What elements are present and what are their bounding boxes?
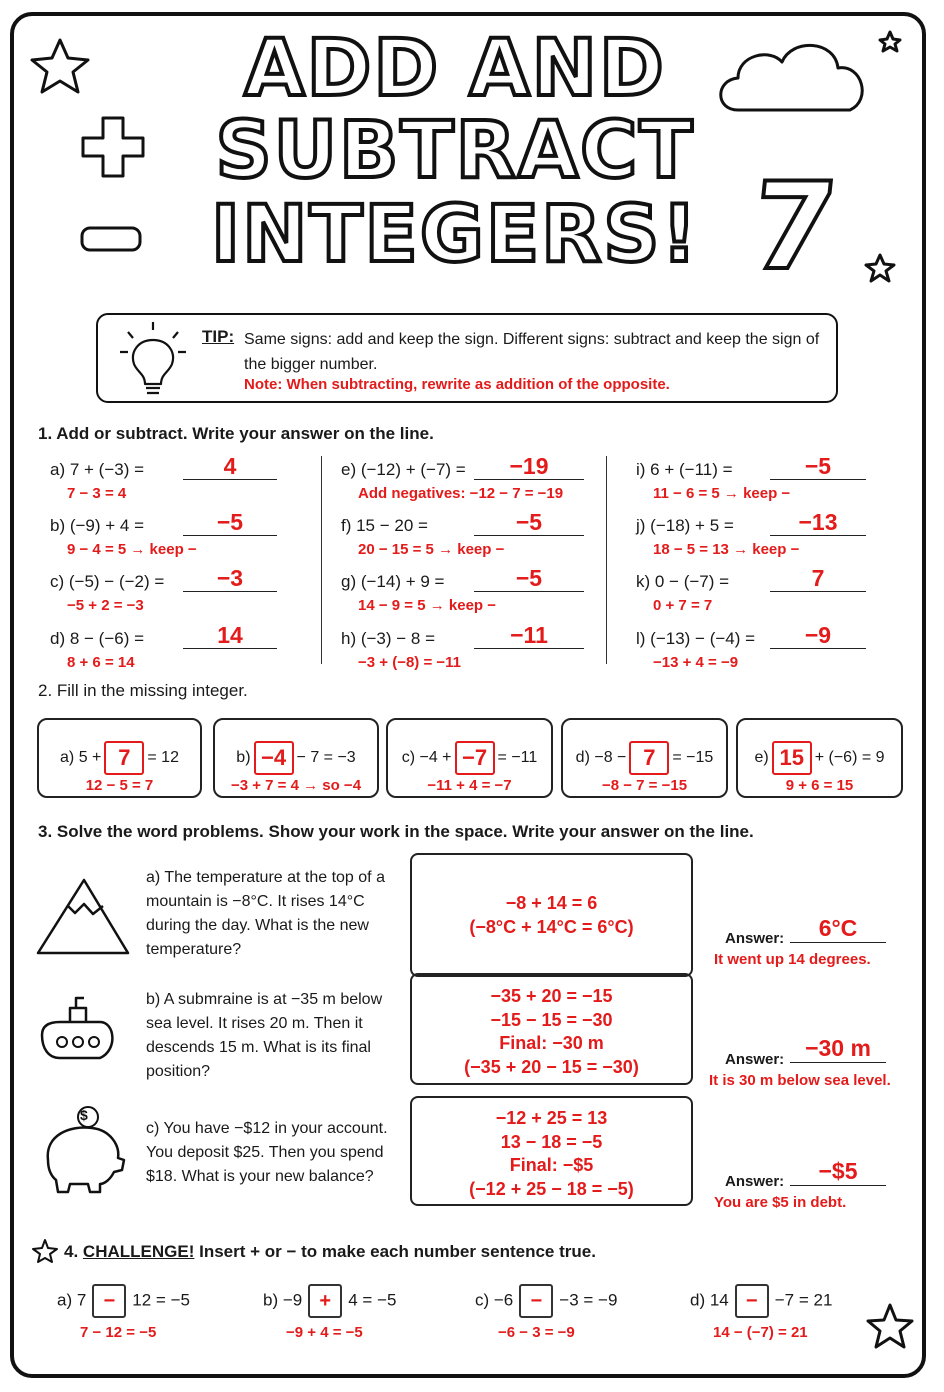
tip-label: TIP:	[202, 327, 235, 346]
fill-in-box	[736, 718, 903, 798]
work-shown: 12 − 5 = 7	[85, 777, 154, 794]
submarine-icon	[42, 998, 112, 1058]
star-icon	[866, 255, 894, 281]
work-shown: −13 + 4 = −9	[653, 654, 739, 671]
work-shown: 7 − 12 = −5	[80, 1324, 157, 1341]
cloud-icon	[721, 45, 862, 110]
answer: −5	[216, 509, 244, 535]
problem-label: e) (−12) + (−7) =	[341, 460, 466, 479]
operator-answer: −	[735, 1284, 769, 1318]
section-4-number: 4.	[64, 1242, 79, 1261]
work-shown: 18 − 5 = 13 → keep −	[653, 541, 800, 558]
work-line: −8 + 14 = 6	[505, 893, 598, 913]
star-icon	[33, 1240, 57, 1262]
answer-label: Answer:	[725, 1173, 785, 1190]
word-problem-question: c) You have −$12 in your account. You deposit $25. Then you spend $18. What is your new balance?	[146, 1120, 388, 1185]
word-problem-question: a) The temperature at the top of a mountain is −8°C. It rises 14°C during the day. What is the new temperature?	[146, 869, 385, 958]
challenge-expression	[263, 1284, 396, 1318]
work-shown: −9 + 4 = −5	[286, 1324, 363, 1341]
plus-sign-icon	[83, 118, 143, 176]
mountain-icon	[38, 880, 128, 953]
answer: 4	[223, 453, 237, 479]
problem-label: f) 15 − 20 =	[341, 516, 428, 535]
work-line: −12 + 25 = 13	[495, 1108, 608, 1128]
problem-label: i) 6 + (−11) =	[636, 460, 733, 479]
problem-label: k) 0 − (−7) =	[636, 572, 730, 591]
work-line: 13 − 18 = −5	[500, 1131, 603, 1152]
problem-label: l) (−13) − (−4) =	[636, 629, 756, 648]
answer-note: You are $5 in debt.	[714, 1194, 847, 1211]
problem-label: d) 8 − (−6) =	[50, 629, 145, 648]
answer: −11	[510, 622, 548, 648]
work-shown: 14 − (−7) = 21	[713, 1324, 808, 1341]
expression-right: 12 = −5	[132, 1290, 190, 1310]
expression-left: b) −9	[263, 1290, 303, 1310]
missing-integer-answer: −4	[254, 741, 294, 775]
problem-label: c) (−5) − (−2) =	[50, 572, 165, 591]
piggy-bank-icon	[48, 1127, 124, 1192]
expression-right: 4 = −5	[348, 1290, 397, 1310]
expression-right: − 7 = −3	[296, 749, 356, 767]
fill-in-box	[213, 718, 379, 798]
answer: −13	[798, 509, 838, 535]
work-shown: 14 − 9 = 5 → keep −	[358, 597, 497, 614]
work-line: Final: −$5	[509, 1155, 594, 1175]
missing-integer-answer: −7	[455, 741, 495, 775]
work-line: Final: −30 m	[499, 1033, 604, 1053]
answer-label: Answer:	[725, 1051, 785, 1068]
title-line-3: INTEGERS!	[211, 190, 699, 280]
work-shown: 0 + 7 = 7	[653, 597, 713, 614]
answer-note: It went up 14 degrees.	[714, 951, 871, 968]
work-shown: −3 + (−8) = −11	[358, 654, 462, 671]
title-line-2: SUBTRACT	[215, 106, 695, 196]
fill-in-box	[37, 718, 202, 798]
fill-in-expression	[563, 741, 726, 775]
fill-in-expression	[39, 741, 200, 775]
missing-integer-answer: 7	[104, 741, 144, 775]
expression-left: a) 5 +	[60, 749, 102, 767]
answer: −19	[509, 453, 549, 479]
fill-in-expression	[388, 741, 551, 775]
tip-box	[96, 313, 838, 403]
expression-right: = 12	[147, 749, 179, 767]
answer: 6°C	[790, 915, 886, 943]
work-line: −15 − 15 = −30	[490, 1009, 613, 1030]
challenge-label: CHALLENGE!	[82, 1242, 195, 1261]
work-shown: 9 + 6 = 15	[785, 777, 854, 794]
expression-right: −3 = −9	[559, 1290, 618, 1310]
tip-text: Same signs: add and keep the sign. Different signs: subtract and keep the sign of the bigger number.	[244, 331, 820, 373]
expression-right: + (−6) = 9	[814, 749, 885, 767]
problem-label: g) (−14) + 9 =	[341, 572, 445, 591]
work-shown: Add negatives: −12 − 7 = −19	[358, 485, 564, 502]
operator-answer: +	[308, 1284, 342, 1318]
expression-left: b)	[236, 749, 251, 767]
work-shown: 7 − 3 = 4	[67, 485, 127, 502]
answer: −3	[216, 565, 244, 591]
challenge-expression	[475, 1284, 617, 1318]
expression-left: c) −6	[475, 1290, 514, 1310]
section-1-heading: 1. Add or subtract. Write your answer on the line.	[38, 424, 434, 443]
problem-label: a) 7 + (−3) =	[50, 460, 145, 479]
star-icon	[880, 32, 900, 51]
answer-note: It is 30 m below sea level.	[709, 1072, 891, 1089]
expression-left: d) 14	[690, 1290, 729, 1310]
expression-left: a) 7	[57, 1290, 87, 1310]
missing-integer-answer: 15	[772, 741, 812, 775]
column-divider	[321, 456, 322, 664]
missing-integer-answer: 7	[629, 741, 669, 775]
section-4-instructions: Insert + or − to make each number sentence true.	[199, 1242, 596, 1261]
answer: −9	[804, 622, 832, 648]
expression-right: = −11	[497, 749, 538, 767]
work-line: (−8°C + 14°C = 6°C)	[469, 916, 634, 937]
expression-right: −7 = 21	[774, 1290, 833, 1310]
grade-number: 7	[744, 158, 843, 297]
svg-text:$: $	[80, 1107, 88, 1123]
work-shown: −11 + 4 = −7	[427, 777, 512, 794]
operator-answer: −	[92, 1284, 126, 1318]
expression-left: e)	[754, 749, 769, 767]
answer: −5	[515, 565, 543, 591]
challenge-expression	[57, 1284, 190, 1318]
column-divider	[606, 456, 607, 664]
star-icon	[32, 40, 88, 92]
section-2-heading: 2. Fill in the missing integer.	[38, 681, 248, 700]
fill-in-expression	[215, 741, 377, 775]
work-shown: −8 − 7 = −15	[601, 777, 688, 794]
work-shown: 11 − 6 = 5 → keep −	[653, 485, 791, 502]
section-3-heading: 3. Solve the word problems. Show your work in the space. Write your answer on the line.	[38, 822, 754, 841]
work-shown: 9 − 4 = 5 → keep −	[67, 541, 197, 558]
operator-answer: −	[519, 1284, 553, 1318]
answer-label: Answer:	[725, 930, 785, 947]
work-box	[410, 1096, 693, 1206]
work-line: −35 + 20 = −15	[490, 986, 613, 1006]
answer: −5	[804, 453, 832, 479]
answer: 7	[811, 565, 825, 591]
problem-label: j) (−18) + 5 =	[636, 516, 734, 535]
problem-label: b) (−9) + 4 =	[50, 516, 145, 535]
work-box	[410, 853, 693, 977]
answer: 14	[217, 622, 243, 648]
work-box	[410, 973, 693, 1085]
answer: −$5	[790, 1158, 886, 1186]
work-shown: −5 + 2 = −3	[67, 597, 144, 614]
expression-right: = −15	[672, 749, 714, 767]
problem-label: h) (−3) − 8 =	[341, 629, 436, 648]
answer: −30 m	[790, 1035, 886, 1063]
fill-in-expression	[738, 741, 901, 775]
work-line: (−12 + 25 − 18 = −5)	[469, 1178, 634, 1199]
minus-sign-icon	[82, 228, 140, 250]
star-icon	[868, 1305, 912, 1347]
work-line: (−35 + 20 − 15 = −30)	[464, 1056, 639, 1077]
word-problem-question: b) A submraine is at −35 m below sea level. It rises 20 m. Then it descends 15 m. What is its final position?	[146, 991, 383, 1080]
work-shown: −6 − 3 = −9	[498, 1324, 575, 1341]
tip-note: Note: When subtracting, rewrite as addition of the opposite.	[244, 376, 670, 393]
work-shown: −3 + 7 = 4 → so −4	[230, 777, 362, 794]
expression-left: d) −8 −	[575, 749, 627, 767]
section-4-heading	[64, 1242, 596, 1262]
fill-in-box	[386, 718, 553, 798]
title-line-1: ADD AND	[244, 24, 666, 114]
work-shown: 8 + 6 = 14	[67, 654, 135, 671]
expression-left: c) −4 +	[401, 749, 452, 767]
fill-in-box	[561, 718, 728, 798]
work-shown: 20 − 15 = 5 → keep −	[358, 541, 505, 558]
challenge-expression	[690, 1284, 832, 1318]
answer: −5	[515, 509, 543, 535]
